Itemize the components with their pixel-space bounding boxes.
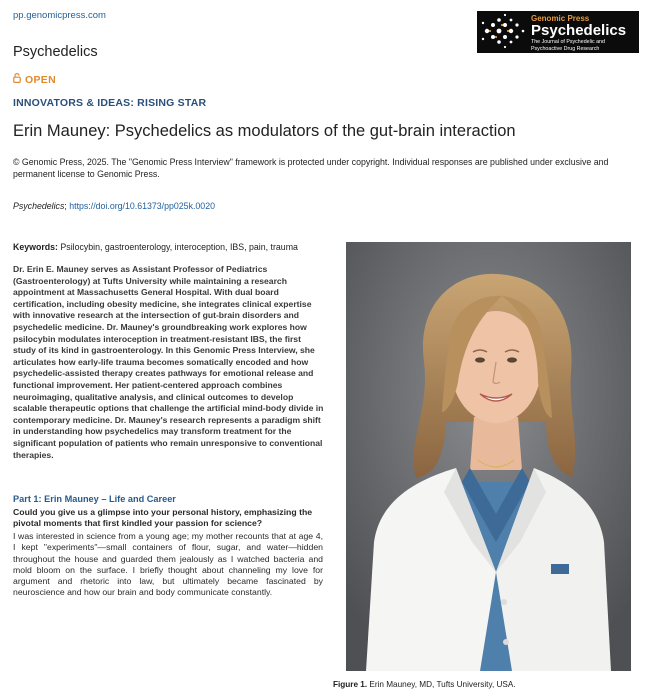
citation-journal: Psychedelics [13, 201, 65, 211]
interview-answer: I was interested in science from a young age; my mother recounts that at age 4, I kept "experiments"—small containers of flour, sugar, and water—hidden throughout the house and guarded them jealously as I watched bacteria and mold bloom on the surface. I briefly thought about channeling my love for argument and rhetoric into law, but ultimately became fascinated by neuroscience and how our brain and body communicate constantly. [13, 531, 323, 598]
figure-label: Figure 1. [333, 680, 368, 689]
open-lock-icon [13, 73, 21, 86]
figure-caption-text: Erin Mauney, MD, Tufts University, USA. [367, 680, 516, 689]
abstract: Dr. Erin E. Mauney serves as Assistant Professor of Pediatrics (Gastroenterology) at Tufts University while maintaining a research appointment at Massachusetts General Hospital. With dual board certification, including obesity medicine, she integrates clinical expertise with innovative research at the intersection of gut-brain disorders and psychedelic medicine. Dr. Mauney's groundbreaking work explores how psilocybin modulates interoception in treatment-resistant IBS, the first study of its kind in gastroenterology. In this Genomic Press Interview, she articulates how early-life trauma becomes somatically encoded and how psychedelic-assisted therapy creates pathways for emotional release and functional improvement. Her patient-centered approach combines neuroimaging, qualitative analysis, and clinical outcomes to develop scalable therapeutic options that challenge the artificial mind-body divide in contemporary medicine. Dr. Mauney's research represents a paradigm shift in understanding how psychedelics may transform treatment for the significant population of patients who remain unresponsive to conventional therapies. [13, 264, 324, 460]
open-access-badge [13, 73, 56, 86]
section-label: INNOVATORS & IDEAS: RISING STAR [13, 97, 207, 109]
logo-subtitle: The Journal of Psychedelic and Psychoactive Drug Research [531, 39, 605, 52]
keywords-list: Psilocybin, gastroenterology, interoception, IBS, pain, trauma [57, 242, 298, 252]
citation [13, 201, 215, 211]
portrait-photo [346, 242, 631, 671]
interview-question: Could you give us a glimpse into your personal history, emphasizing the pivotal moments that first kindled your passion for science? [13, 507, 313, 529]
journal-logo [477, 11, 639, 53]
logo-journal-name: Psychedelics [531, 22, 627, 39]
journal-url[interactable]: pp.genomicpress.com [13, 10, 106, 21]
part-heading: Part 1: Erin Mauney – Life and Career [13, 494, 176, 504]
doi-link[interactable]: https://doi.org/10.61373/pp025k.0020 [69, 201, 215, 211]
copyright-notice: © Genomic Press, 2025. The "Genomic Press Interview" framework is protected under copyright. Individual responses are published under exclusive and permanent license to Genomic Press. [13, 157, 609, 179]
article-title: Erin Mauney: Psychedelics as modulators of the gut-brain interaction [13, 122, 516, 140]
citation-separator: ; [64, 201, 70, 211]
open-label: OPEN [25, 74, 56, 86]
logo-dots-graphic [477, 11, 529, 53]
logo-publisher: Genomic Press [531, 14, 590, 23]
figure-caption [333, 680, 516, 689]
journal-name: Psychedelics [13, 44, 98, 60]
keywords-label: Keywords: [13, 242, 58, 252]
portrait-illustration [346, 242, 631, 671]
keywords [13, 242, 298, 252]
